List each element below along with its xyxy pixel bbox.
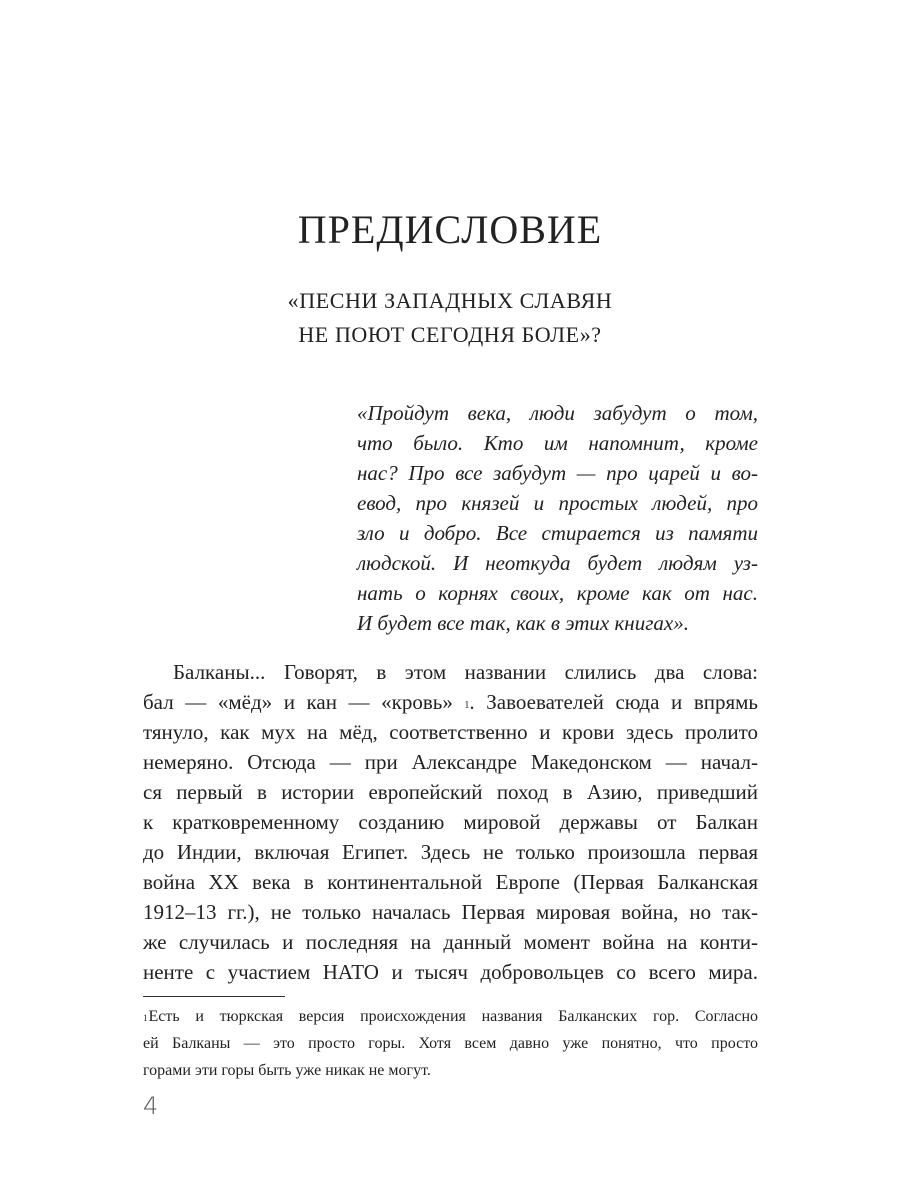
epigraph-line: нать о корнях своих, кроме как от нас. bbox=[357, 581, 758, 605]
page-number: 4 bbox=[143, 1092, 159, 1120]
body-line: война XX века в континентальной Европе (Первая Балканская bbox=[143, 870, 758, 894]
body-line: ся первый в истории европейский поход в Азию, приведший bbox=[143, 780, 758, 804]
body-line: же случилась и последняя на данный момент война на конти- bbox=[143, 930, 758, 954]
body-paragraph bbox=[143, 657, 758, 987]
epigraph-line: зло и добро. Все стирается из памяти bbox=[357, 521, 758, 545]
body-line bbox=[143, 687, 758, 717]
body-line: до Индии, включая Египет. Здесь не только произошла первая bbox=[143, 840, 758, 864]
epigraph-line: что было. Кто им напомнит, кроме bbox=[357, 431, 758, 455]
footnote-line bbox=[143, 1003, 758, 1030]
subtitle-line: НЕ ПОЮТ СЕГОДНЯ БОЛЕ»? bbox=[298, 322, 602, 347]
body-line: ненте с участием НАТО и тысяч добровольцев со всего мира. bbox=[143, 960, 758, 984]
footnote-reference[interactable]: 1 bbox=[464, 700, 470, 711]
body-line: к кратковременному созданию мировой державы от Балкан bbox=[143, 810, 758, 834]
epigraph-line: «Пройдут века, люди забудут о том, bbox=[357, 401, 758, 425]
footnote-line-text: Есть и тюркская версия происхождения названия Балканских гор. Согласно bbox=[148, 1008, 758, 1025]
body-line: тянуло, как мух на мёд, соответственно и крови здесь пролито bbox=[143, 720, 758, 744]
epigraph-line: И будет все так, как в этих книгах». bbox=[357, 611, 689, 635]
epigraph-line: евод, про князей и простых людей, про bbox=[357, 491, 758, 515]
body-line-part: бал — «мёд» и кан — «кровь» bbox=[143, 690, 453, 714]
footnote-divider bbox=[143, 996, 285, 997]
body-line: 1912–13 гг.), не только началась Первая мировая война, но так- bbox=[143, 900, 758, 924]
chapter-title: ПРЕДИСЛОВИЕ bbox=[297, 207, 603, 252]
epigraph bbox=[357, 398, 758, 638]
footnote-marker: 1 bbox=[143, 1013, 148, 1023]
body-line-part: . Завоевателей сюда и впрямь bbox=[469, 690, 759, 714]
footnote-line: горами эти горы быть уже никак не могут. bbox=[143, 1062, 431, 1079]
footnote bbox=[143, 1003, 758, 1084]
epigraph-line: нас? Про все забудут — про царей и во- bbox=[357, 461, 758, 485]
chapter-subtitle bbox=[0, 284, 900, 352]
body-line: немеряно. Отсюда — при Александре Македонском — начал- bbox=[143, 750, 758, 774]
epigraph-line: людской. И неоткуда будет людям уз- bbox=[357, 551, 758, 575]
body-line: Балканы... Говорят, в этом названии слились два слова: bbox=[173, 660, 758, 684]
subtitle-line: «ПЕСНИ ЗАПАДНЫХ СЛАВЯН bbox=[287, 288, 613, 313]
footnote-line: ей Балканы — это просто горы. Хотя всем давно уже понятно, что просто bbox=[143, 1035, 758, 1052]
